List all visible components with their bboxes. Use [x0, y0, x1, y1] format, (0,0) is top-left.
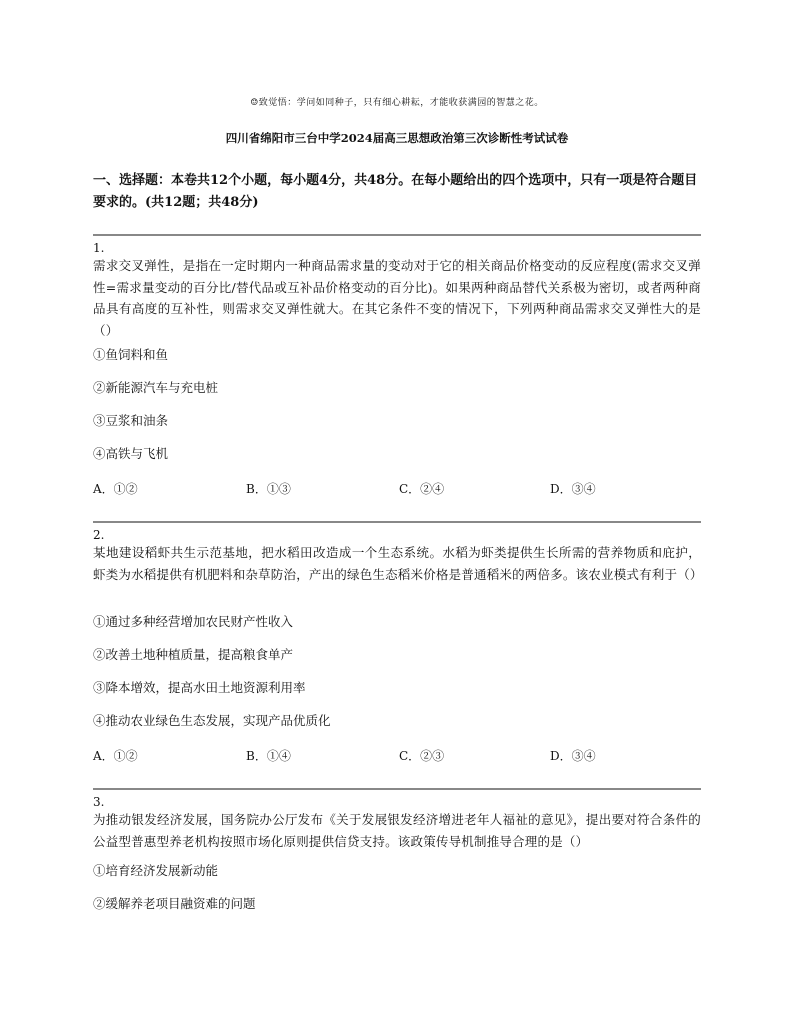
choice-c[interactable]: C．②③ — [399, 749, 445, 763]
option-1: ①培育经济发展新动能 — [93, 863, 219, 878]
option-2: ②改善土地种植质量，提高粮食单产 — [93, 647, 294, 662]
q3-options — [93, 896, 701, 912]
choice-c[interactable]: C．②④ — [399, 482, 445, 496]
q2-options — [93, 647, 701, 663]
option-4: ④高铁与飞机 — [93, 446, 169, 461]
q2-choices — [93, 747, 701, 763]
q1-options — [93, 380, 701, 396]
motto-line: ☺致觉悟：学问如同种子，只有细心耕耘，才能收获满园的智慧之花。 — [250, 98, 544, 108]
section-heading: 一、选择题：本卷共12个小题，每小题4分，共48分。在每小题给出的四个选项中，只有一项是符合题目要求的。(共12题；共48分) — [93, 173, 698, 210]
question-stem: 需求交叉弹性，是指在一定时期内一种商品需求量的变动对于它的相关商品价格变动的反应程度(需求交叉弹性=需求量变动的百分比/替代品或互补品价格变动的百分比)。如果两种商品替代关系极为密切，或者两种商品具有高度的互补性，则需求交叉弹性就大。在其它条件不变的情况下，下列两种商品需求交叉弹性大的是（） — [93, 258, 701, 338]
choice-b[interactable]: B．①④ — [246, 749, 291, 763]
question-number: 2. — [93, 528, 105, 542]
q1-choices — [93, 480, 701, 496]
q1-options — [93, 446, 701, 462]
option-1: ①通过多种经营增加农民财产性收入 — [93, 614, 294, 629]
q3-options — [93, 863, 701, 879]
option-4: ④推动农业绿色生态发展，实现产品优质化 — [93, 713, 331, 728]
option-3: ③豆浆和油条 — [93, 413, 169, 428]
q1-options — [93, 347, 701, 363]
choice-a[interactable]: A．①② — [93, 749, 138, 763]
question-number: 1. — [93, 241, 105, 255]
page-title: 四川省绵阳市三台中学2024届高三思想政治第三次诊断性考试试卷 — [225, 131, 569, 145]
option-1: ①鱼饲料和鱼 — [93, 347, 169, 362]
option-2: ②缓解养老项目融资难的问题 — [93, 896, 256, 911]
option-3: ③降本增效，提高水田土地资源利用率 — [93, 680, 306, 695]
q2-options — [93, 680, 701, 696]
divider — [93, 788, 701, 790]
option-2: ②新能源汽车与充电桩 — [93, 380, 219, 395]
choice-b[interactable]: B．①③ — [246, 482, 291, 496]
q2-options — [93, 713, 701, 729]
question-stem: 为推动银发经济发展，国务院办公厅发布《关于发展银发经济增进老年人福祉的意见》，提出要对符合条件的公益型普惠型养老机构按照市场化原则提供信贷支持。该政策传导机制推导合理的是（） — [93, 812, 701, 849]
question-1 — [93, 234, 701, 341]
divider — [93, 521, 701, 523]
q2-options — [93, 614, 701, 630]
choice-d[interactable]: D．③④ — [550, 749, 596, 763]
question-number: 3. — [93, 795, 105, 809]
divider — [93, 234, 701, 236]
question-2 — [93, 521, 701, 585]
question-3 — [93, 788, 701, 852]
question-stem: 某地建设稻虾共生示范基地，把水稻田改造成一个生态系统。水稻为虾类提供生长所需的营养物质和庇护，虾类为水稻提供有机肥料和杂草防治，产出的绿色生态稻米价格是普通稻米的两倍多。该农业模式有利于（） — [93, 545, 703, 582]
q1-options — [93, 413, 701, 429]
choice-a[interactable]: A．①② — [93, 482, 138, 496]
choice-d[interactable]: D．③④ — [550, 482, 596, 496]
